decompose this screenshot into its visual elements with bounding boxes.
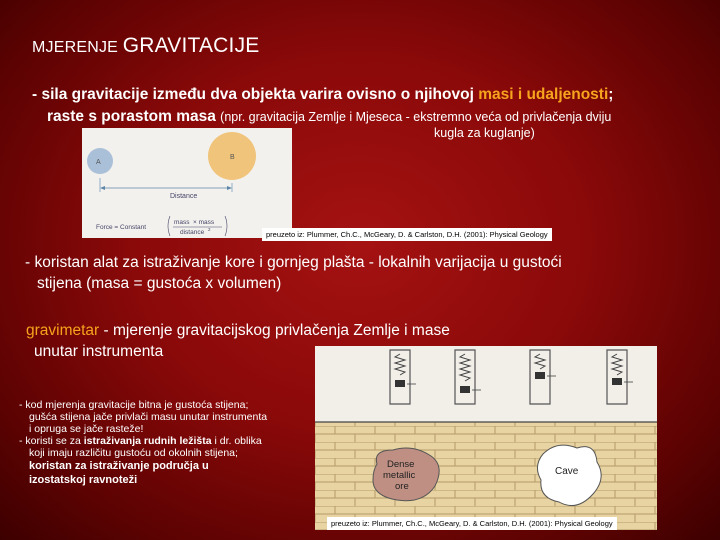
- para1-line2: [47, 108, 611, 126]
- para4-line4-bold: istraživanja rudnih ležišta: [83, 435, 212, 447]
- para4-line7: izostatskoj ravnoteži: [29, 474, 138, 486]
- para1-text: - sila gravitacije između dva objekta varira ovisno o njihovoj: [32, 86, 479, 103]
- para3-line1: [26, 320, 450, 341]
- para2-line1: - koristan alat za istraživanje kore i gornjeg plašta - lokalnih varijacija u gustoći: [25, 254, 562, 271]
- para2-line2: stijena (masa = gustoća x volumen): [37, 275, 282, 292]
- para2: [25, 252, 562, 294]
- para4-line4-c: i dr. oblika: [211, 435, 262, 447]
- para4-line2: gušća stijena jače privlači masu unutar instrumenta: [29, 411, 268, 423]
- para4-line6: koristan za istraživanje područja u: [29, 460, 209, 472]
- formula-numerator: mass: [174, 219, 190, 226]
- fig1-credit: preuzeto iz: Plummer, Ch.C., McGeary, D. & Carlston, D.H. (2001): Physical Geology: [262, 228, 552, 241]
- para4-line4-a: - koristi se za: [19, 435, 84, 447]
- para3-line1-rest: - mjerenje gravitacijskog privlačenja Zemlje i mase: [99, 322, 450, 339]
- label-b: B: [230, 154, 235, 161]
- para1-semicolon: ;: [608, 86, 614, 103]
- para4: [19, 399, 267, 487]
- gravity-diagram-svg: [82, 128, 292, 238]
- dense-label-3: ore: [395, 481, 409, 492]
- title-part-1: MJERENJE: [32, 39, 123, 56]
- para4-line4: [19, 435, 267, 447]
- para4-line1: - kod mjerenja gravitacije bitna je gustoća stijena;: [19, 399, 249, 411]
- formula-numerator-2: × mass: [193, 219, 215, 226]
- para1-line2-text: raste s porastom masa: [47, 108, 221, 125]
- label-a: A: [96, 159, 101, 166]
- dense-label-1: Dense: [387, 459, 415, 470]
- gravity-diagram: [82, 128, 292, 238]
- para1-line3: kugla za kuglanje): [434, 126, 535, 140]
- fig2-credit: preuzeto iz: Plummer, Ch.C., McGeary, D. & Carlston, D.H. (2001): Physical Geology: [327, 517, 617, 530]
- para4-line3: i opruga se jače rasteže!: [29, 423, 144, 435]
- dense-label-2: metallic: [383, 470, 416, 481]
- para1-highlight: masi i udaljenosti: [478, 86, 609, 103]
- para4-line5: koji imaju različitu gustoću od okolnih stijena;: [29, 447, 238, 459]
- distance-label: Distance: [170, 193, 198, 200]
- rock-layers: [315, 422, 657, 530]
- para1-line1: [32, 86, 613, 104]
- formula-left: Force = Constant: [96, 224, 147, 231]
- para3-highlight: gravimetar: [26, 322, 100, 339]
- formula-denominator: distance: [180, 229, 205, 236]
- slide-title: [32, 34, 259, 58]
- para3-line2: unutar instrumenta: [34, 343, 164, 360]
- svg-text:2: 2: [208, 227, 211, 232]
- gravimeter-diagram: [315, 346, 657, 530]
- gravimeter-diagram-svg: [315, 346, 657, 530]
- title-part-2: GRAVITACIJE: [122, 34, 260, 57]
- para1-line2-note: (npr. gravitacija Zemlje i Mjeseca - ekstremno veća od privlačenja dviju: [220, 110, 612, 124]
- cave-label: Cave: [555, 466, 579, 477]
